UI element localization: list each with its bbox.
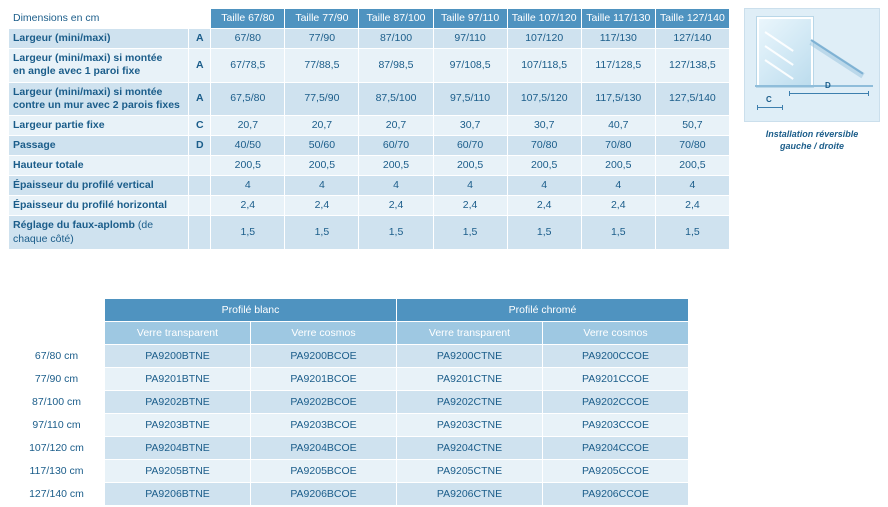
cell-value: 60/70: [433, 135, 507, 155]
product-code: PA9205BTNE: [105, 460, 251, 483]
cell-value: 2,4: [285, 196, 359, 216]
product-code: PA9201CTNE: [397, 368, 543, 391]
table-row: [9, 391, 689, 414]
product-code: PA9206CTNE: [397, 483, 543, 506]
table-row: [9, 49, 730, 82]
product-code: PA9200BCOE: [251, 345, 397, 368]
cell-value: 200,5: [581, 156, 655, 176]
column-header-size-6: Taille 117/130: [581, 9, 655, 29]
product-code: PA9200BTNE: [105, 345, 251, 368]
cell-value: 4: [581, 176, 655, 196]
row-label: [9, 135, 189, 155]
product-code: PA9206BTNE: [105, 483, 251, 506]
cell-value: 200,5: [359, 156, 433, 176]
shower-door-diagram: [744, 8, 880, 122]
row-size-label: 97/110 cm: [9, 414, 105, 437]
row-letter: C: [189, 115, 211, 135]
cell-value: 60/70: [359, 135, 433, 155]
wall-line: [755, 85, 873, 87]
row-label-text: Largeur (mini/maxi) si montée: [13, 85, 163, 98]
product-code: PA9206BCOE: [251, 483, 397, 506]
cell-value: 127/140: [655, 29, 729, 49]
column-header-size-2: Taille 77/90: [285, 9, 359, 29]
cell-value: 97,5/110: [433, 82, 507, 115]
group-header-profile-chrome: Profilé chromé: [397, 299, 689, 322]
reference-table-corner: [9, 299, 105, 322]
cell-value: 70/80: [655, 135, 729, 155]
cell-value: 4: [359, 176, 433, 196]
table-row: [9, 368, 689, 391]
cell-value: 1,5: [285, 216, 359, 249]
cell-value: 20,7: [359, 115, 433, 135]
cell-value: 70/80: [507, 135, 581, 155]
column-header-size-1: Taille 67/80: [211, 9, 285, 29]
product-code: PA9202CTNE: [397, 391, 543, 414]
cell-value: 4: [285, 176, 359, 196]
row-size-label: 127/140 cm: [9, 483, 105, 506]
cell-value: 97/108,5: [433, 49, 507, 82]
reference-group-header-row: [9, 299, 689, 322]
cell-value: 87/98,5: [359, 49, 433, 82]
subheader-glass-4: Verre cosmos: [543, 322, 689, 345]
cell-value: 1,5: [507, 216, 581, 249]
table-row: [9, 176, 730, 196]
reference-table-section: [8, 298, 688, 506]
reference-subheader-corner: [9, 322, 105, 345]
product-code: PA9201BTNE: [105, 368, 251, 391]
cell-value: 70/80: [581, 135, 655, 155]
cell-value: 77/88,5: [285, 49, 359, 82]
cell-value: 67/78,5: [211, 49, 285, 82]
cell-value: 30,7: [507, 115, 581, 135]
product-code: PA9200CCOE: [543, 345, 689, 368]
subheader-glass-3: Verre transparent: [397, 322, 543, 345]
row-size-label: 117/130 cm: [9, 460, 105, 483]
product-code: PA9204CCOE: [543, 437, 689, 460]
product-code: PA9203BTNE: [105, 414, 251, 437]
reference-table: [8, 298, 689, 506]
cell-value: 50,7: [655, 115, 729, 135]
table-row: [9, 216, 730, 249]
table-row: [9, 460, 689, 483]
cell-value: 1,5: [433, 216, 507, 249]
cell-value: 97/110: [433, 29, 507, 49]
cell-value: 117,5/130: [581, 82, 655, 115]
row-label-text: Épaisseur du profilé horizontal: [13, 199, 168, 212]
door-panel-line: [810, 39, 863, 74]
cell-value: 107,5/120: [507, 82, 581, 115]
cell-value: 1,5: [359, 216, 433, 249]
row-size-label: 107/120 cm: [9, 437, 105, 460]
cell-value: 117/130: [581, 29, 655, 49]
table-row: [9, 115, 730, 135]
cell-value: 20,7: [285, 115, 359, 135]
row-label-text: Hauteur totale: [13, 159, 84, 171]
reference-subheader-row: [9, 322, 689, 345]
subheader-glass-1: Verre transparent: [105, 322, 251, 345]
column-header-size-3: Taille 87/100: [359, 9, 433, 29]
row-label-text: Passage: [13, 138, 56, 151]
row-label: [9, 49, 189, 82]
row-label-text: Largeur partie fixe: [13, 118, 105, 131]
row-label: [9, 29, 189, 49]
cell-value: 50/60: [285, 135, 359, 155]
product-code: PA9201CCOE: [543, 368, 689, 391]
product-code: PA9202BCOE: [251, 391, 397, 414]
cell-value: 107/120: [507, 29, 581, 49]
cell-value: 200,5: [285, 156, 359, 176]
row-label-note: contre un mur avec 2 parois fixes: [13, 98, 180, 111]
dimension-label-c: C: [766, 95, 772, 104]
table-row: [9, 345, 689, 368]
row-letter: A: [189, 49, 211, 82]
product-code: PA9200CTNE: [397, 345, 543, 368]
row-size-label: 77/90 cm: [9, 368, 105, 391]
glass-panel-graphic: [757, 17, 813, 87]
cell-value: 2,4: [211, 196, 285, 216]
cell-value: 67/80: [211, 29, 285, 49]
dimension-table: [8, 8, 730, 250]
table-row: [9, 29, 730, 49]
row-label: [9, 115, 189, 135]
row-label-note: en angle avec 1 paroi fixe: [13, 65, 141, 78]
cell-value: 2,4: [359, 196, 433, 216]
product-code: PA9203CTNE: [397, 414, 543, 437]
cell-value: 200,5: [507, 156, 581, 176]
cell-value: 4: [433, 176, 507, 196]
table-row: [9, 196, 730, 216]
row-letter: [189, 216, 211, 249]
cell-value: 87,5/100: [359, 82, 433, 115]
cell-value: 77,5/90: [285, 82, 359, 115]
row-letter: A: [189, 82, 211, 115]
row-size-label: 67/80 cm: [9, 345, 105, 368]
product-code: PA9201BCOE: [251, 368, 397, 391]
cell-value: 2,4: [655, 196, 729, 216]
group-header-profile-white: Profilé blanc: [105, 299, 397, 322]
row-size-label: 87/100 cm: [9, 391, 105, 414]
cell-value: 200,5: [655, 156, 729, 176]
cell-value: 40/50: [211, 135, 285, 155]
product-code: PA9202CCOE: [543, 391, 689, 414]
cell-value: 2,4: [581, 196, 655, 216]
cell-value: 40,7: [581, 115, 655, 135]
row-label: [9, 216, 189, 249]
cell-value: 1,5: [211, 216, 285, 249]
cell-value: 127,5/140: [655, 82, 729, 115]
dimension-line-d: [789, 93, 869, 94]
product-code: PA9204BCOE: [251, 437, 397, 460]
cell-value: 200,5: [211, 156, 285, 176]
cell-value: 200,5: [433, 156, 507, 176]
product-code: PA9205BCOE: [251, 460, 397, 483]
cell-value: 30,7: [433, 115, 507, 135]
table-row: [9, 135, 730, 155]
subheader-glass-2: Verre cosmos: [251, 322, 397, 345]
cell-value: 4: [507, 176, 581, 196]
table-row: [9, 156, 730, 176]
table-row: [9, 437, 689, 460]
cell-value: 2,4: [507, 196, 581, 216]
product-code: PA9205CCOE: [543, 460, 689, 483]
product-code: PA9206CCOE: [543, 483, 689, 506]
cell-value: 107/118,5: [507, 49, 581, 82]
table-row: [9, 483, 689, 506]
row-label: [9, 196, 189, 216]
row-label-text: Épaisseur du profilé vertical: [13, 179, 154, 192]
table-row: [9, 414, 689, 437]
row-label: [9, 176, 189, 196]
dimension-table-header-row: [9, 9, 730, 29]
cell-value: 77/90: [285, 29, 359, 49]
row-letter: A: [189, 29, 211, 49]
row-letter: [189, 196, 211, 216]
cell-value: 2,4: [433, 196, 507, 216]
dimension-line-c: [757, 107, 783, 108]
cell-value: 20,7: [211, 115, 285, 135]
row-label: [9, 156, 189, 176]
row-letter: D: [189, 135, 211, 155]
product-code: PA9203CCOE: [543, 414, 689, 437]
column-header-size-7: Taille 127/140: [655, 9, 729, 29]
diagram-caption-line2: gauche / droite: [779, 141, 844, 152]
product-code: PA9202BTNE: [105, 391, 251, 414]
product-code: PA9204BTNE: [105, 437, 251, 460]
cell-value: 67,5/80: [211, 82, 285, 115]
cell-value: 117/128,5: [581, 49, 655, 82]
row-letter: [189, 156, 211, 176]
dimension-table-corner-label: Dimensions en cm: [9, 9, 211, 29]
product-code: PA9203BCOE: [251, 414, 397, 437]
row-letter: [189, 176, 211, 196]
product-code: PA9204CTNE: [397, 437, 543, 460]
cell-value: 1,5: [581, 216, 655, 249]
cell-value: 127/138,5: [655, 49, 729, 82]
cell-value: 4: [655, 176, 729, 196]
column-header-size-5: Taille 107/120: [507, 9, 581, 29]
dimension-label-d: D: [825, 81, 831, 90]
row-label-text: Largeur (mini/maxi): [13, 32, 111, 45]
installation-diagram-section: [744, 8, 880, 152]
table-row: [9, 82, 730, 115]
row-label-text: Réglage du faux-aplomb: [13, 219, 135, 232]
product-code: PA9205CTNE: [397, 460, 543, 483]
row-label: [9, 82, 189, 115]
diagram-caption: [744, 128, 880, 152]
column-header-size-4: Taille 97/110: [433, 9, 507, 29]
row-label-text: Largeur (mini/maxi) si montée: [13, 52, 163, 65]
row-label-note: (de chaque côté): [13, 219, 154, 245]
diagram-caption-line1: Installation réversible: [765, 129, 859, 139]
dimension-table-section: [8, 8, 730, 250]
cell-value: 4: [211, 176, 285, 196]
cell-value: 1,5: [655, 216, 729, 249]
cell-value: 87/100: [359, 29, 433, 49]
